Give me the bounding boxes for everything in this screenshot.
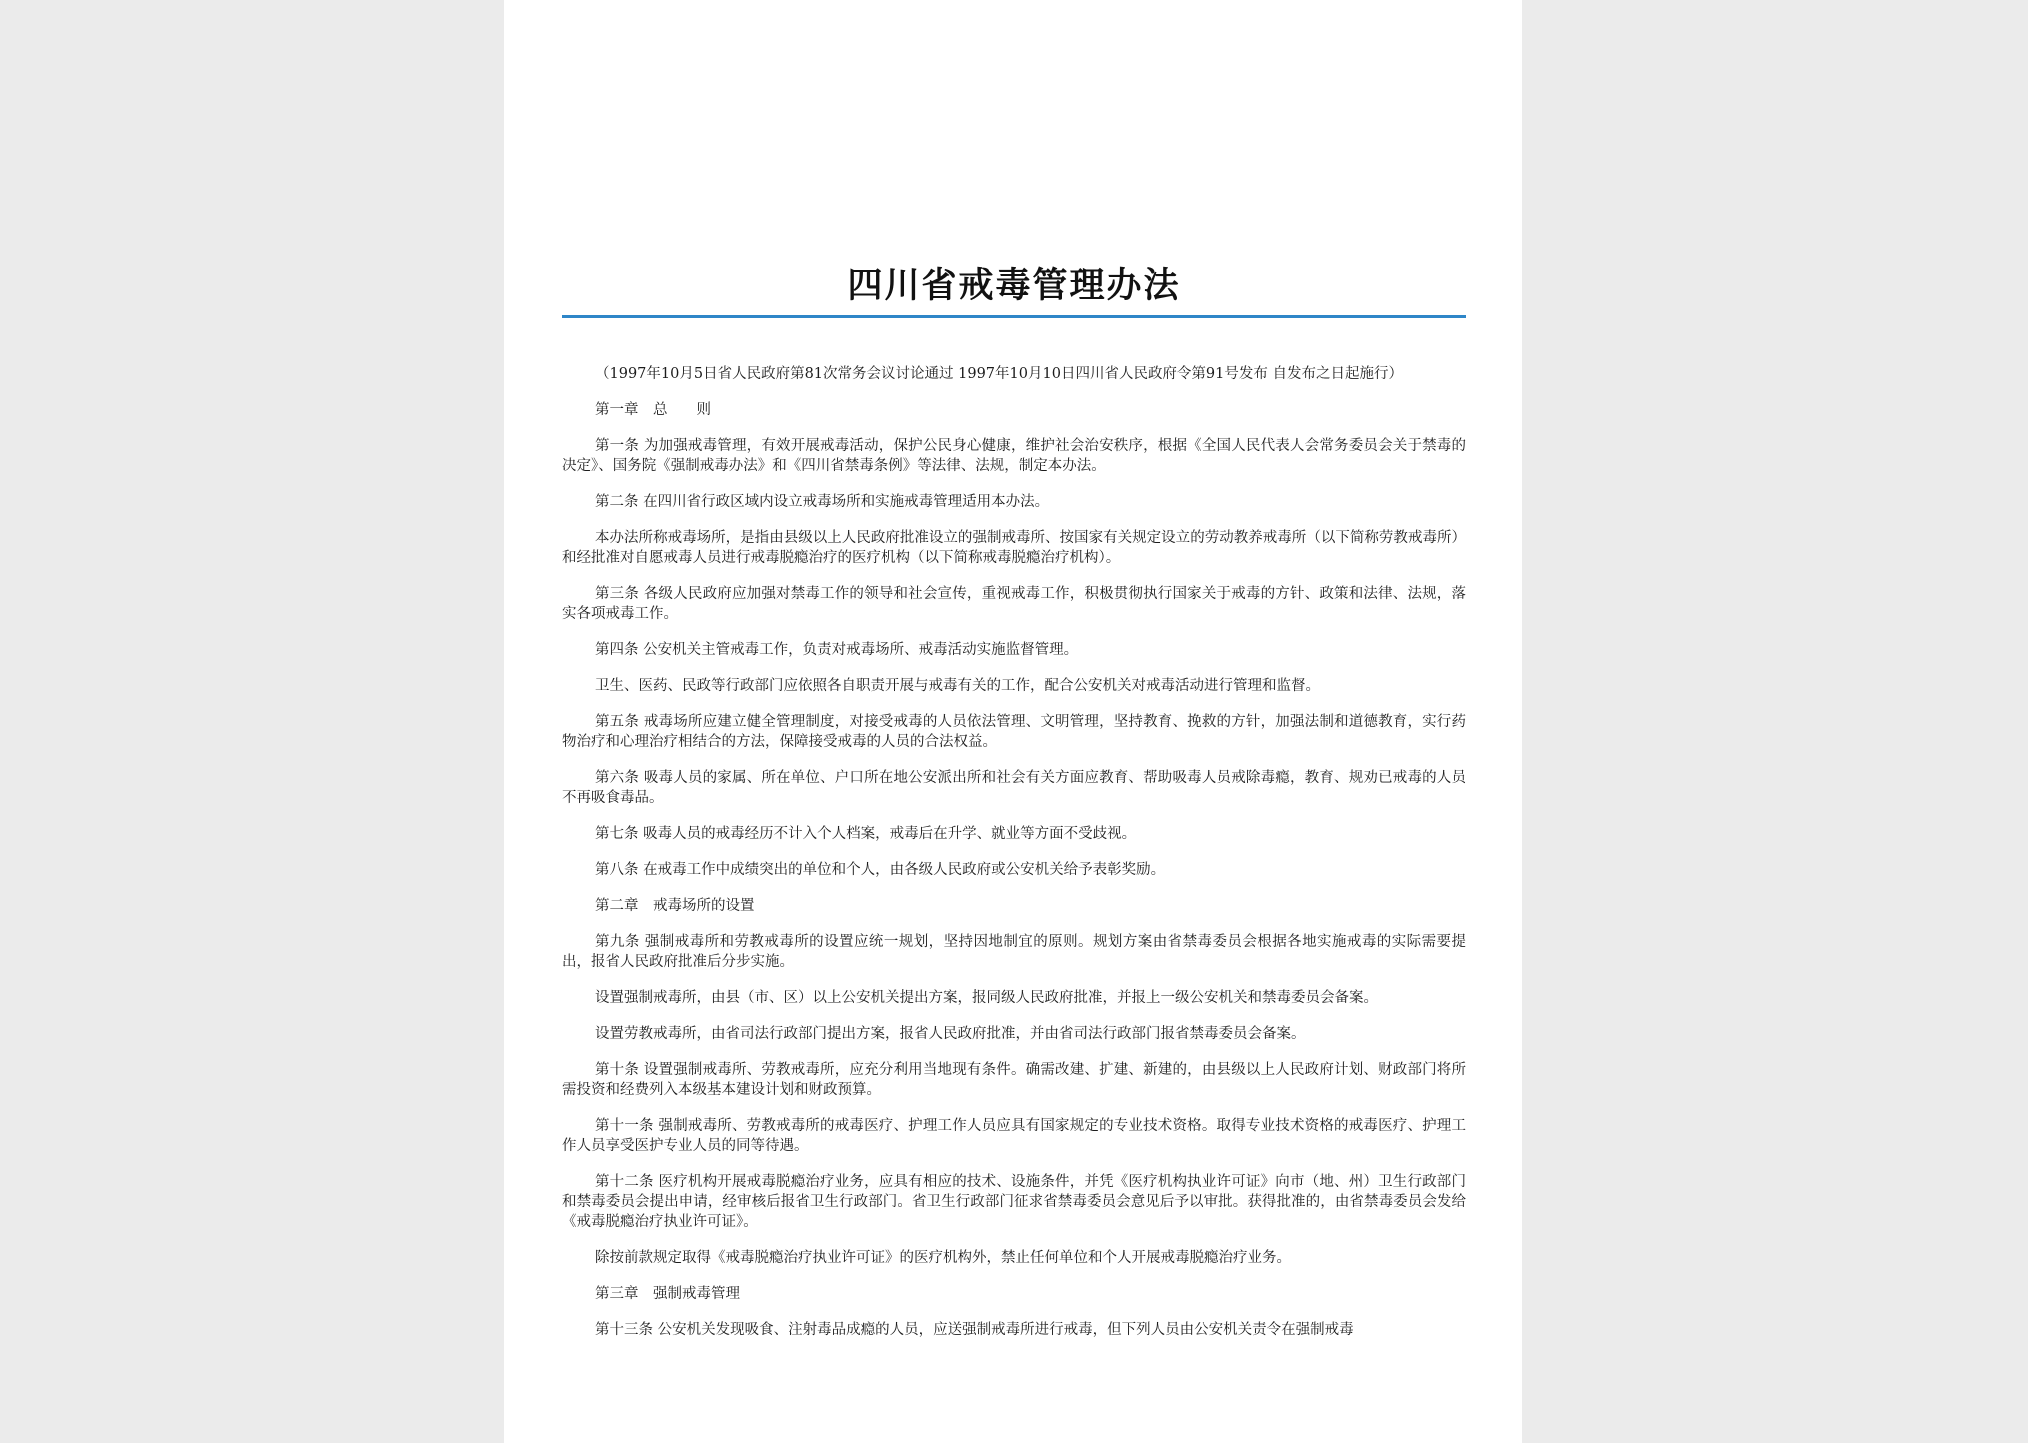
article-paragraph: 设置劳教戒毒所，由省司法行政部门提出方案，报省人民政府批准，并由省司法行政部门报省禁毒委员会备案。	[595, 1026, 1306, 1042]
article-paragraph: 第六条 吸毒人员的家属、所在单位、户口所在地公安派出所和社会有关方面应教育、帮助吸毒人员戒除毒瘾，教育、规劝已戒毒的人员不再吸食毒品。	[562, 770, 1466, 806]
article-paragraph: 卫生、医药、民政等行政部门应依照各自职责开展与戒毒有关的工作，配合公安机关对戒毒活动进行管理和监督。	[595, 678, 1320, 694]
chapter-heading: 第三章 强制戒毒管理	[595, 1286, 740, 1302]
document-page	[504, 0, 1522, 1443]
article-paragraph: 第二条 在四川省行政区域内设立戒毒场所和实施戒毒管理适用本办法。	[595, 494, 1050, 510]
article-paragraph: 第十二条 医疗机构开展戒毒脱瘾治疗业务，应具有相应的技术、设施条件，并凭《医疗机构执业许可证》向市（地、州）卫生行政部门和禁毒委员会提出申请，经审核后报省卫生行政部门。省卫生行政部门征求省禁毒委员会意见后予以审批。获得批准的，由省禁毒委员会发给《戒毒脱瘾治疗执业许可证》。	[562, 1174, 1466, 1230]
article-paragraph: 第九条 强制戒毒所和劳教戒毒所的设置应统一规划，坚持因地制宜的原则。规划方案由省禁毒委员会根据各地实施戒毒的实际需要提出，报省人民政府批准后分步实施。	[562, 934, 1466, 970]
article-paragraph: 第十条 设置强制戒毒所、劳教戒毒所，应充分利用当地现有条件。确需改建、扩建、新建的，由县级以上人民政府计划、财政部门将所需投资和经费列入本级基本建设计划和财政预算。	[562, 1062, 1466, 1098]
chapter-heading: 第一章 总 则	[595, 402, 711, 418]
article-paragraph: 第三条 各级人民政府应加强对禁毒工作的领导和社会宣传，重视戒毒工作，积极贯彻执行国家关于戒毒的方针、政策和法律、法规，落实各项戒毒工作。	[562, 586, 1466, 622]
article-paragraph: 本办法所称戒毒场所，是指由县级以上人民政府批准设立的强制戒毒所、按国家有关规定设立的劳动教养戒毒所（以下简称劳教戒毒所）和经批准对自愿戒毒人员进行戒毒脱瘾治疗的医疗机构（以下简称戒毒脱瘾治疗机构）。	[562, 530, 1466, 566]
article-paragraph: 第八条 在戒毒工作中成绩突出的单位和个人，由各级人民政府或公安机关给予表彰奖励。	[595, 862, 1166, 878]
title-divider	[562, 315, 1466, 318]
article-paragraph: 设置强制戒毒所，由县（市、区）以上公安机关提出方案，报同级人民政府批准，并报上一级公安机关和禁毒委员会备案。	[595, 990, 1378, 1006]
article-paragraph: 第七条 吸毒人员的戒毒经历不计入个人档案，戒毒后在升学、就业等方面不受歧视。	[595, 826, 1137, 842]
adoption-note: （1997年10月5日省人民政府第81次常务会议讨论通过 1997年10月10日四川省人民政府令第91号发布 自发布之日起施行）	[595, 366, 1403, 382]
article-list	[562, 400, 1466, 1340]
article-paragraph: 第四条 公安机关主管戒毒工作，负责对戒毒场所、戒毒活动实施监督管理。	[595, 642, 1079, 658]
chapter-heading: 第二章 戒毒场所的设置	[595, 898, 755, 914]
article-paragraph: 第十三条 公安机关发现吸食、注射毒品成瘾的人员，应送强制戒毒所进行戒毒，但下列人员由公安机关责令在强制戒毒	[595, 1322, 1354, 1338]
article-paragraph: 第一条 为加强戒毒管理，有效开展戒毒活动，保护公民身心健康，维护社会治安秩序，根据《全国人民代表人会常务委员会关于禁毒的决定》、国务院《强制戒毒办法》和《四川省禁毒条例》等法律、法规，制定本办法。	[562, 438, 1466, 474]
article-paragraph: 除按前款规定取得《戒毒脱瘾治疗执业许可证》的医疗机构外，禁止任何单位和个人开展戒毒脱瘾治疗业务。	[595, 1250, 1291, 1266]
article-paragraph: 第五条 戒毒场所应建立健全管理制度，对接受戒毒的人员依法管理、文明管理，坚持教育、挽救的方针，加强法制和道德教育，实行药物治疗和心理治疗相结合的方法，保障接受戒毒的人员的合法权益。	[562, 714, 1466, 750]
document-title: 四川省戒毒管理办法	[847, 266, 1181, 306]
document-body	[562, 364, 1466, 1356]
article-paragraph: 第十一条 强制戒毒所、劳教戒毒所的戒毒医疗、护理工作人员应具有国家规定的专业技术资格。取得专业技术资格的戒毒医疗、护理工作人员享受医护专业人员的同等待遇。	[562, 1118, 1466, 1154]
